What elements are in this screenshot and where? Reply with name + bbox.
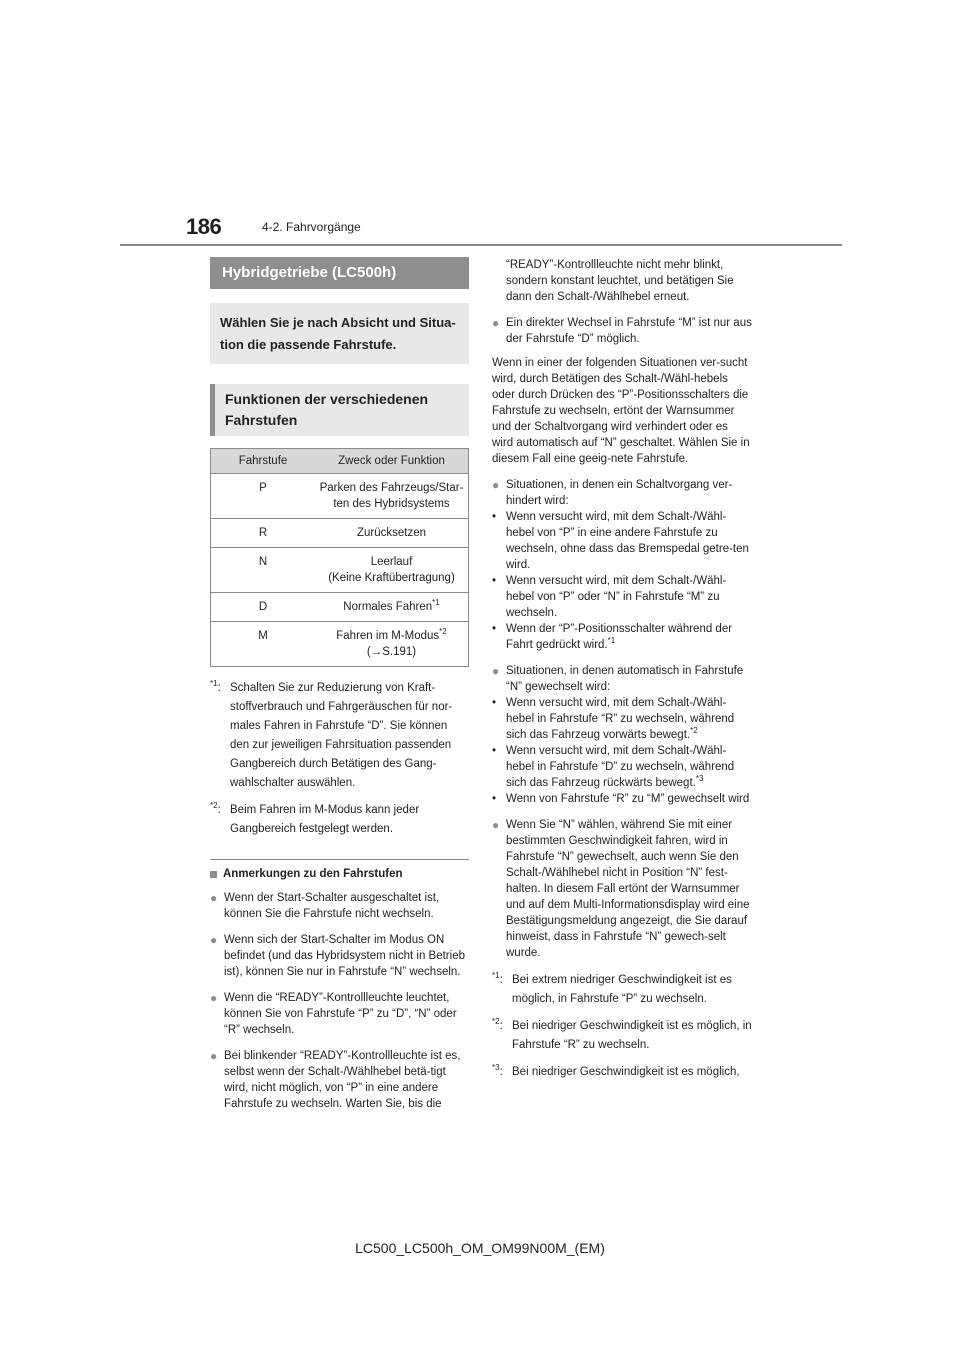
bullet-icon: ● [492, 316, 500, 330]
list-item-text: Wenn der Start-Schalter ausgeschaltet ist, können Sie die Fahrstufe nicht wechseln. [224, 892, 440, 920]
footnote [210, 801, 469, 839]
notes-heading-text: Anmerkungen zu den Fahrstufen [223, 868, 403, 880]
cell-line: (Keine Kraftübertragung) [328, 572, 455, 584]
sub-item: • Wenn versucht wird, mit dem Schalt-/Wähl-hebel in Fahrstufe “R” zu wechseln, während sich das Fahrzeug vorwärts bewegt.$^{*2}$ [492, 697, 735, 741]
footnote-text: Bei extrem niedriger Geschwindigkeit ist es möglich, in Fahrstufe “P” zu wechseln. [512, 974, 732, 1005]
footnote-text: Bei niedriger Geschwindigkeit ist es möglich, in Fahrstufe “R” zu wechseln. [512, 1020, 752, 1051]
bullet-icon: ● [210, 933, 218, 947]
list-item [492, 817, 752, 961]
table-cell-function [315, 622, 469, 667]
table-cell-function [315, 474, 469, 519]
table-row [211, 548, 469, 593]
sub-list [492, 695, 752, 807]
sub-item-text: Wenn versucht wird, mit dem Schalt-/Wähl-hebel von “P” oder “N” in Fahrstufe “M” zu wechseln. [506, 575, 727, 619]
header-rule [120, 244, 842, 246]
square-bullet-icon [210, 871, 217, 878]
footnote-text: Schalten Sie zur Reduzierung von Kraft-stoffverbrauch und Fahrgeräuschen für nor-males Fahren in Fahrstufe “D”. Sie können den zur jeweiligen Fahrsituation passenden Gangbereich durch Betätigen des Gang-wahlschalter auswählen. [230, 682, 453, 789]
cell-line: Parken des Fahrzeugs/Star- [319, 482, 464, 494]
footnote-mark: $^{*1}$: [492, 971, 503, 986]
table-cell-stage: D [211, 593, 316, 622]
footnote-text: Beim Fahren im M-Modus kann jeder Gangbereich festgelegt werden. [230, 804, 420, 835]
list-item-text: Wenn die “READY”-Kontrollleuchte leuchtet, können Sie von Fahrstufe “P” zu “D”, “N” oder “R” wechseln. [224, 992, 457, 1036]
sub-item-text: Wenn von Fahrstufe “R” zu “M” gewechselt wird [506, 793, 750, 805]
list-item [210, 990, 469, 1038]
list-item-text: Wenn Sie “N” wählen, während Sie mit einer bestimmten Geschwindigkeit fahren, wird in Fahrstufe “N” gewechselt, auch wenn Sie den Schalt-/Wählhebel nicht in Position “N” fest-halten. In diesem Fall ertönt der Warnsummer und auf dem Multi-Informationsdisplay wird eine Bestätigungsmeldung angezeigt, die Sie darauf hinweist, dass in Fahrstufe “N” gewech-selt wurde. [506, 819, 750, 959]
footnote-text: Bei niedriger Geschwindigkeit ist es möglich, [512, 1066, 740, 1078]
list-item [492, 315, 752, 347]
page-reference: (→S.191) [366, 646, 417, 658]
paragraph: Wenn in einer der folgenden Situationen ver-sucht wird, durch Betätigen des Schalt-/Wähl-hebels oder durch Drücken des “P”-Positionsschalters die Fahrstufe zu wechseln, ertönt der Warnsummer und der Schaltvorgang wird verhindert oder es wird automatisch auf “N” geschaltet. Wählen Sie in diesem Fall eine geeig-nete Fahrstufe. [492, 357, 750, 465]
sub-item-text: Wenn versucht wird, mit dem Schalt-/Wähl-hebel in Fahrstufe “D” zu wechseln, während sich das Fahrzeug rückwärts bewegt. [506, 745, 735, 789]
list-item-text: Situationen, in denen automatisch in Fahrstufe “N” gewechselt wird: [506, 665, 744, 693]
bullet-icon: ● [210, 891, 218, 905]
bullet-icon: ● [492, 664, 500, 678]
list-item-body [506, 477, 752, 509]
right-column [492, 257, 752, 1082]
cell-line: ten des Hybridsystems [333, 498, 450, 510]
sub-item: • Wenn versucht wird, mit dem Schalt-/Wähl-hebel in Fahrstufe “D” zu wechseln, während sich das Fahrzeug rückwärts bewegt.$^{*3}$ [492, 745, 735, 789]
sub-list [492, 509, 752, 653]
cell-line: Leerlauf [370, 556, 413, 568]
footnote [492, 1017, 752, 1055]
bullet-icon: ● [492, 818, 500, 832]
page-number: 186 [186, 214, 222, 239]
list-item-text: Situationen, in denen ein Schaltvorgang ver-hindert wird: [506, 479, 733, 507]
sub-item-text: Wenn versucht wird, mit dem Schalt-/Wähl-hebel von “P” in eine andere Fahrstufe zu wechseln, ohne dass das Bremspedal getre-ten wird. [506, 511, 749, 571]
intro-box: Wählen Sie je nach Absicht und Situa-tion die passende Fahrstufe. [210, 303, 469, 364]
list-item-text: Bei blinkender “READY”-Kontrollleuchte ist es, selbst wenn der Schalt-/Wählhebel betä-tigt wird, nicht möglich, von “P” in eine andere Fahrstufe zu wechseln. Warten Sie, bis die [224, 1050, 461, 1110]
sub-item: • Wenn der “P”-Positionsschalter während der Fahrt gedrückt wird.$^{*1}$ [492, 623, 733, 651]
table-cell-function [315, 519, 469, 548]
table-row [211, 474, 469, 519]
footnote-ref: *3 [695, 774, 704, 784]
cell-line: Zurücksetzen [356, 527, 427, 539]
table-row [211, 593, 469, 622]
footnote-ref: *1 [432, 598, 440, 608]
sub-item-text: Wenn versucht wird, mit dem Schalt-/Wähl-hebel in Fahrstufe “R” zu wechseln, während sich das Fahrzeug vorwärts bewegt. [506, 697, 735, 741]
table-cell-stage: R [211, 519, 316, 548]
footnote-ref: *1 [607, 636, 616, 646]
list-item-text: Wenn sich der Start-Schalter im Modus ON befindet (und das Hybridsystem nicht in Betrieb ist), können Sie nur in Fahrstufe “N” wechseln. [224, 934, 465, 978]
footnote [492, 1063, 752, 1082]
gear-table [210, 448, 469, 667]
section-title: Hybridgetriebe (LC500h) [210, 257, 469, 289]
continuation-text: “READY”-Kontrollleuchte nicht mehr blinkt, sondern konstant leuchtet, und betätigen Sie dann den Schalt-/Wählhebel erneut. [506, 259, 734, 303]
footnote-mark: $^{*2}$: [492, 1017, 503, 1032]
notes-heading [210, 859, 469, 880]
footnote-mark: $^{*2}$: [210, 801, 221, 816]
footnote-mark: $^{*3}$: [492, 1063, 503, 1078]
footnote [210, 679, 469, 793]
footnote-mark: $^{*1}$: [210, 679, 221, 694]
footnote-ref: *2 [690, 726, 698, 736]
list-item-text: Ein direkter Wechsel in Fahrstufe “M” ist nur aus der Fahrstufe “D” möglich. [506, 317, 752, 345]
subheading: Funktionen der verschiedenen Fahrstufen [210, 384, 469, 436]
list-item [210, 1048, 469, 1112]
left-column [210, 257, 469, 1112]
sub-item: • Wenn versucht wird, mit dem Schalt-/Wähl-hebel von “P” oder “N” in Fahrstufe “M” zu wechseln. [492, 573, 752, 621]
bullet-icon: ● [210, 991, 218, 1005]
sub-item: • Wenn von Fahrstufe “R” zu “M” gewechselt wird [492, 791, 752, 807]
footnote-ref: *2 [439, 627, 447, 637]
table-row [211, 519, 469, 548]
list-item [210, 890, 469, 922]
list-item [492, 663, 752, 695]
table-header: Zweck oder Funktion [315, 449, 469, 474]
table-cell-stage: M [211, 622, 316, 667]
table-cell-stage: P [211, 474, 316, 519]
sub-item-text: Wenn der “P”-Positionsschalter während der Fahrt gedrückt wird. [506, 623, 733, 651]
section-label: 4-2. Fahrvorgänge [262, 220, 361, 234]
table-cell-function [315, 593, 469, 622]
sub-item: • Wenn versucht wird, mit dem Schalt-/Wähl-hebel von “P” in eine andere Fahrstufe zu wechseln, ohne dass das Bremspedal getre-ten wird. [492, 509, 752, 573]
footnote [492, 971, 752, 1009]
table-header: Fahrstufe [211, 449, 316, 474]
bullet-icon: ● [210, 1049, 218, 1063]
list-item [492, 477, 752, 509]
cell-line: Fahren im M-Modus [336, 630, 440, 642]
table-cell-stage: N [211, 548, 316, 593]
document-id-footer: LC500_LC500h_OM_OM99N00M_(EM) [355, 1240, 605, 1256]
table-cell-function [315, 548, 469, 593]
bullet-icon: ● [492, 478, 500, 492]
table-row [211, 622, 469, 667]
cell-line: Normales Fahren [343, 601, 433, 613]
list-item [210, 932, 469, 980]
